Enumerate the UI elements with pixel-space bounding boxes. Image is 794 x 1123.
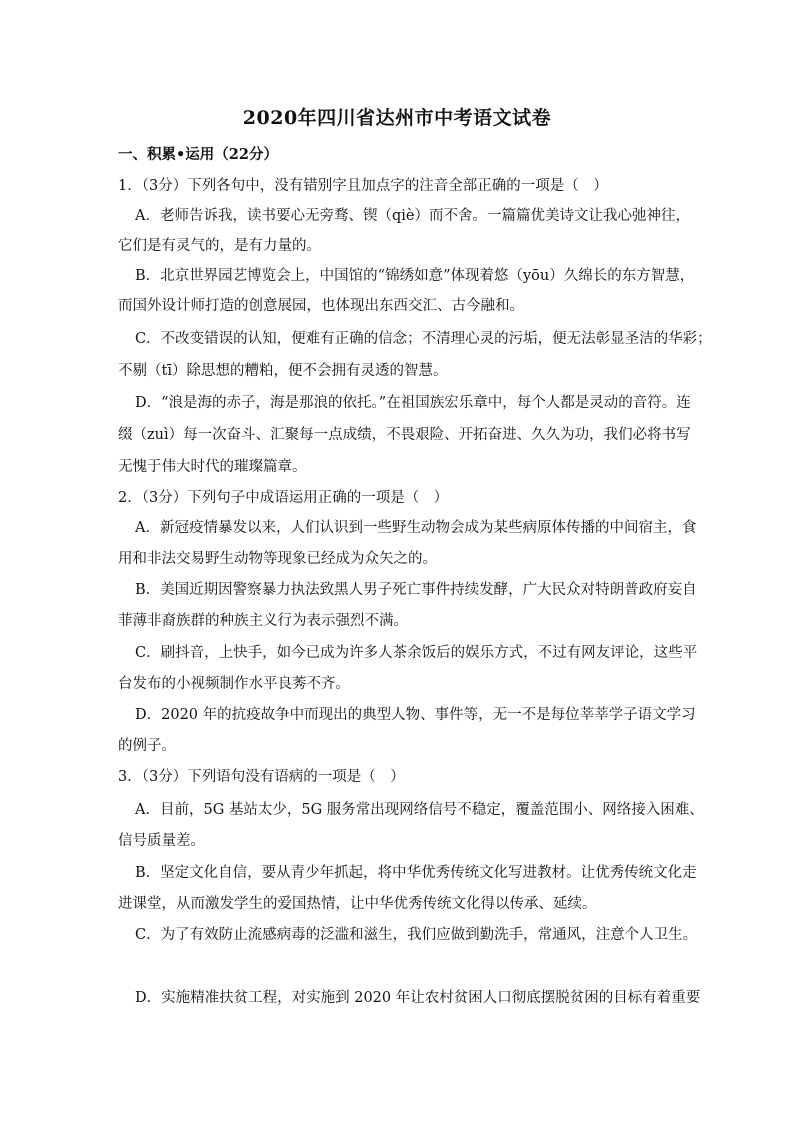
question-2-option-a: A．新冠疫情暴发以来，人们认识到一些野生动物会成为某些病原体传播的中间宿主，食: [135, 520, 697, 536]
question-3-stem: 3．（3分）下列语句没有语病的一项是（ ）: [118, 769, 405, 785]
question-2-option-c: C．刷抖音，上快手，如今已成为许多人茶余饭后的娱乐方式，不过有网友评论，这些平: [135, 645, 698, 661]
question-2-stem: 2．（3分）下列句子中成语运用正确的一项是（ ）: [118, 490, 449, 506]
question-1-option-c: C．不改变错误的认知，便难有正确的信念；不清理心灵的污垢，便无法彰显圣洁的华彩；: [135, 331, 712, 347]
question-3-option-a-cont: 信号质量差。: [118, 833, 205, 849]
question-2-option-b-cont: 菲薄非裔族群的种族主义行为表示强烈不满。: [118, 613, 408, 629]
question-1-option-a: A．老师告诉我，读书要心无旁骛、锲（qiè）而不舍。一篇篇优美诗文让我心弛神往，: [135, 208, 690, 224]
question-3-option-c: C．为了有效防止流感病毒的泛滥和滋生，我们应做到勤洗手，常通风，注意个人卫生。: [135, 927, 698, 943]
document-title: 2020年四川省达州市中考语文试卷: [242, 107, 552, 129]
question-3-option-a: A．目前，5G 基站太少，5G 服务常出现网络信号不稳定，覆盖范围小、网络接入困难、: [135, 802, 704, 818]
question-1-stem: 1．（3分）下列各句中，没有错别字且加点字的注音全部正确的一项是（ ）: [118, 178, 608, 194]
question-3-option-d: D．实施精准扶贫工程，对实施到 2020 年让农村贫困人口彻底摆脱贫困的目标有着重要: [135, 990, 701, 1006]
question-2-option-d-cont: 的例子。: [118, 738, 176, 754]
question-2-option-a-cont: 用和非法交易野生动物等现象已经成为众矢之的。: [118, 551, 437, 567]
question-1-option-a-cont: 它们是有灵气的，是有力量的。: [118, 238, 321, 254]
question-1-option-b-cont: 而国外设计师打造的创意展园，也体现出东西交汇、古今融和。: [118, 298, 524, 314]
question-1-option-c-cont: 不剔（tī）除思想的糟粕，便不会拥有灵透的智慧。: [118, 363, 448, 379]
question-2-option-d: D．2020 年的抗疫故争中而现出的典型人物、事件等，无一不是每位莘莘学子语文学习: [135, 707, 696, 723]
question-1-option-d-cont-1: 缀（zuì）每一次奋斗、汇聚每一点成绩，不畏艰险、开拓奋进、久久为功，我们必将书写: [118, 427, 691, 443]
question-2-option-c-cont: 台发布的小视频制作水平良莠不齐。: [118, 676, 350, 692]
question-2-option-b: B．美国近期因警察暴力执法致黑人男子死亡事件持续发酵，广大民众对特朗普政府妄自: [135, 582, 697, 598]
question-3-option-b: B．坚定文化自信，要从青少年抓起，将中华优秀传统文化写进教材。让优秀传统文化走: [135, 865, 697, 881]
question-1-option-d: D．“浪是海的赤子，海是那浪的依托。”在祖国族宏乐章中，每个人都是灵动的音符。连: [135, 395, 691, 411]
question-1-option-d-cont-2: 无愧于伟大时代的璀璨篇章。: [118, 459, 307, 475]
question-3-option-b-cont: 进课堂，从而激发学生的爱国热情，让中华优秀传统文化得以传承、延续。: [118, 896, 597, 912]
question-1-option-b: B．北京世界园艺博览会上，中国馆的“锦绣如意”体现着悠（yōu）久绵长的东方智慧，: [135, 268, 695, 284]
section-heading: 一、积累•运用（22分）: [118, 146, 278, 163]
